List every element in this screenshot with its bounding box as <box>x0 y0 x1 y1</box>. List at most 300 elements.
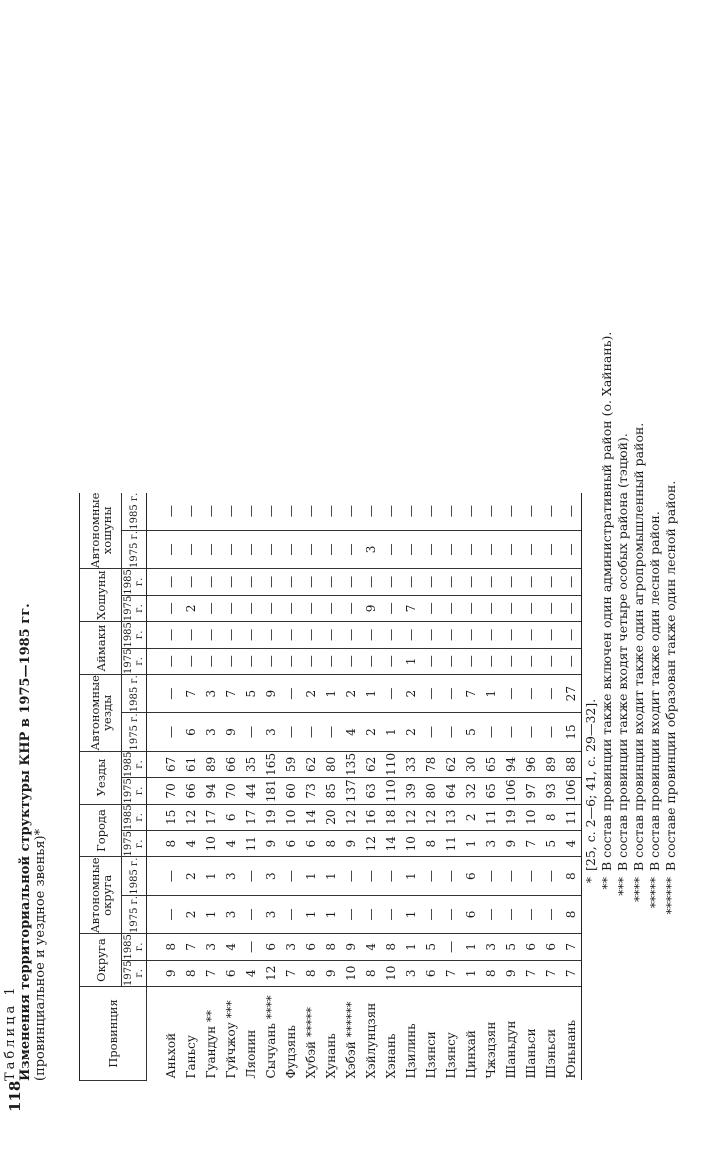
table-cell: — <box>441 934 461 960</box>
table-cell: — <box>381 648 401 674</box>
table-cell: 2 <box>361 713 381 751</box>
table-cell: — <box>281 569 301 595</box>
group-header: Хошуны <box>80 569 122 622</box>
table-cell: 4 <box>221 831 241 857</box>
table-cell: — <box>241 595 261 621</box>
table-cell: 80 <box>421 778 441 804</box>
table-cell: 62 <box>361 751 381 777</box>
table-cell: 3 <box>401 960 421 986</box>
table-cell: — <box>147 493 182 531</box>
table-cell: 7 <box>401 595 421 621</box>
table-cell: — <box>461 493 481 531</box>
table-cell: 7 <box>521 960 541 986</box>
table-cell: — <box>181 648 201 674</box>
table-row <box>201 493 221 1081</box>
table-cell: — <box>321 622 341 648</box>
table-cell: — <box>501 493 521 531</box>
province-name: Хэнань <box>384 1033 398 1079</box>
table-cell: — <box>501 622 521 648</box>
table-cell: — <box>421 493 441 531</box>
table-cell: — <box>501 675 521 713</box>
table-cell: 8 <box>147 831 182 857</box>
table-cell: — <box>201 595 221 621</box>
table-cell: 8 <box>321 934 341 960</box>
table-cell: — <box>321 493 341 531</box>
territorial-structure-table <box>79 493 582 1081</box>
table-row <box>561 493 582 1081</box>
table-cell: 62 <box>441 751 461 777</box>
table-cell: 1 <box>401 648 421 674</box>
province-name: Цзилинь <box>404 1023 418 1079</box>
group-header: Автономные округа <box>80 857 122 934</box>
table-cell: 7 <box>541 960 561 986</box>
table-cell: — <box>421 622 441 648</box>
table-cell: 5 <box>461 713 481 751</box>
table-cell: — <box>341 595 361 621</box>
table-cell: — <box>461 595 481 621</box>
footnote-mark: ** <box>599 877 614 890</box>
table-cell: 9 <box>221 713 241 751</box>
table-cell: 10 <box>341 960 361 986</box>
year-header: 1985 г. <box>122 675 147 713</box>
table-cell: 5 <box>501 934 521 960</box>
table-row <box>401 493 421 1081</box>
table-cell: 89 <box>201 751 221 777</box>
year-header: 1975 г. <box>123 960 145 986</box>
table-cell: — <box>361 648 381 674</box>
footnote <box>663 21 679 921</box>
table-row <box>541 493 561 1081</box>
table-cell: — <box>561 595 582 621</box>
table-cell: 65 <box>481 751 501 777</box>
table-cell: 63 <box>361 778 381 804</box>
table-cell: 10 <box>381 960 401 986</box>
table-cell: 94 <box>501 751 521 777</box>
table-cell: 97 <box>521 778 541 804</box>
table-row <box>241 493 261 1081</box>
table-cell: — <box>201 648 221 674</box>
table-row <box>421 493 441 1081</box>
table-cell: 1 <box>321 857 341 895</box>
table-cell: — <box>441 895 461 933</box>
footnote-text: В составе провинции образован также один лесной район. <box>663 480 678 871</box>
table-cell: — <box>481 648 501 674</box>
table-cell: 5 <box>541 831 561 857</box>
table-cell: 3 <box>201 675 221 713</box>
table-cell: 110 <box>381 751 401 777</box>
table-cell: — <box>521 675 541 713</box>
province-name: Цзянси <box>424 1031 438 1079</box>
table-cell: 10 <box>281 804 301 830</box>
table-cell: — <box>241 857 261 895</box>
table-cell: — <box>561 622 582 648</box>
table-cell: 73 <box>301 778 321 804</box>
table-cell: — <box>381 595 401 621</box>
table-cell: 7 <box>521 831 541 857</box>
table-cell: — <box>241 713 261 751</box>
group-header: Автономные уезды <box>80 675 122 752</box>
table-cell: 7 <box>441 960 461 986</box>
table-cell: 27 <box>561 675 582 713</box>
table-cell: 44 <box>241 778 261 804</box>
table-cell: — <box>341 622 361 648</box>
table-cell: — <box>401 569 421 595</box>
table-cell: 6 <box>541 934 561 960</box>
table-cell: — <box>221 569 241 595</box>
table-cell: 1 <box>481 675 501 713</box>
footnote-text: В состав провинции также входят четыре особых района (тэцюй). <box>615 433 630 871</box>
table-cell: — <box>441 857 461 895</box>
table-cell: 165 <box>261 751 281 777</box>
table-cell: 9 <box>361 595 381 621</box>
table-cell: 11 <box>241 831 261 857</box>
table-cell: — <box>341 857 361 895</box>
year-header: 1985 г. <box>123 804 145 830</box>
table-cell: — <box>541 622 561 648</box>
province-name: Хунань <box>324 1033 338 1079</box>
table-caption <box>3 603 48 1081</box>
table-cell: — <box>421 569 441 595</box>
table-cell: — <box>181 622 201 648</box>
table-cell: — <box>521 713 541 751</box>
table-cell: 96 <box>521 751 541 777</box>
table-cell: — <box>541 530 561 568</box>
table-cell: — <box>561 648 582 674</box>
table-cell: — <box>481 713 501 751</box>
table-cell: 1 <box>461 960 481 986</box>
table-cell: 2 <box>181 895 201 933</box>
year-header: 1975 г. <box>123 778 145 804</box>
table-cell: — <box>201 569 221 595</box>
table-cell: — <box>541 493 561 531</box>
table-cell: 80 <box>321 751 341 777</box>
table-cell: — <box>281 530 301 568</box>
table-cell: — <box>361 622 381 648</box>
table-cell: 12 <box>181 804 201 830</box>
table-cell: — <box>401 530 421 568</box>
table-cell: — <box>341 569 361 595</box>
table-cell: 2 <box>401 713 421 751</box>
table-cell: 14 <box>381 831 401 857</box>
table-cell: 7 <box>561 934 582 960</box>
table-cell: 3 <box>261 895 281 933</box>
province-name: Шаньдун <box>504 1020 518 1079</box>
table-cell: 7 <box>201 960 221 986</box>
table-cell: — <box>301 530 321 568</box>
table-row <box>381 493 401 1081</box>
footnote <box>599 21 615 921</box>
table-cell: 1 <box>401 857 421 895</box>
table-cell: — <box>261 648 281 674</box>
table-cell: 8 <box>541 804 561 830</box>
table-cell: — <box>281 895 301 933</box>
table-cell: — <box>381 622 401 648</box>
table-cell: 1 <box>461 831 481 857</box>
table-cell: — <box>381 675 401 713</box>
table-cell: 2 <box>181 857 201 895</box>
province-name: Цзянсу <box>444 1032 458 1079</box>
table-cell: 17 <box>241 804 261 830</box>
table-cell: — <box>147 648 182 674</box>
table-cell: — <box>521 895 541 933</box>
table-cell: — <box>301 622 321 648</box>
table-cell: — <box>421 595 441 621</box>
table-cell: 9 <box>341 934 361 960</box>
year-header: 1985 г. <box>123 569 145 595</box>
table-cell: 7 <box>281 960 301 986</box>
table-cell: — <box>241 622 261 648</box>
table-cell: — <box>501 595 521 621</box>
table-cell: 135 <box>341 751 361 777</box>
table-cell: — <box>421 713 441 751</box>
footnote-text: В состав провинции входит также один агропромышленный район. <box>631 422 646 871</box>
table-cell: — <box>321 648 341 674</box>
group-header: Автономные хошуны <box>80 493 122 569</box>
table-cell: 6 <box>261 934 281 960</box>
table-cell: 67 <box>147 751 182 777</box>
province-name: Фуцзянь <box>284 1025 298 1079</box>
table-cell: 66 <box>181 778 201 804</box>
table-cell: 2 <box>301 675 321 713</box>
table-cell: 15 <box>561 713 582 751</box>
table-cell: 65 <box>481 778 501 804</box>
table-cell: 9 <box>261 675 281 713</box>
table-cell: — <box>461 648 481 674</box>
province-name: Шэньси <box>544 1028 558 1079</box>
table-cell: — <box>501 569 521 595</box>
table-cell: 8 <box>561 857 582 895</box>
page-number: 118 <box>6 1080 24 1112</box>
table-cell: — <box>541 595 561 621</box>
table-cell: 70 <box>221 778 241 804</box>
table-cell: 3 <box>481 934 501 960</box>
table-cell: — <box>441 648 461 674</box>
table-cell: 18 <box>381 804 401 830</box>
year-header: 1985 г. <box>122 857 147 895</box>
table-cell: 1 <box>401 895 421 933</box>
table-cell: 6 <box>221 804 241 830</box>
table-cell: — <box>441 569 461 595</box>
table-cell: 7 <box>461 675 481 713</box>
table-cell: — <box>301 713 321 751</box>
table-cell: — <box>521 569 541 595</box>
table-cell: — <box>441 493 461 531</box>
table-cell: — <box>321 569 341 595</box>
year-header: 1985 г. <box>123 751 145 778</box>
table-cell: — <box>401 493 421 531</box>
table-cell: 9 <box>341 831 361 857</box>
table-cell: — <box>147 895 182 933</box>
table-cell: — <box>461 622 481 648</box>
table-row <box>441 493 461 1081</box>
table-cell: 3 <box>261 857 281 895</box>
table-cell: 6 <box>301 934 321 960</box>
table-cell: — <box>381 493 401 531</box>
table-title: Изменения территориальной структуры КНР в 1975—1985 гг. <box>18 603 33 1081</box>
table-cell: 3 <box>281 934 301 960</box>
table-cell: 64 <box>441 778 461 804</box>
year-header: 1975 г. <box>123 831 145 857</box>
table-cell: — <box>541 569 561 595</box>
table-cell: 137 <box>341 778 361 804</box>
province-name: Ганьсу <box>184 1035 198 1079</box>
table-cell: — <box>181 569 201 595</box>
table-cell: 32 <box>461 778 481 804</box>
footnote <box>647 21 663 921</box>
table-cell: 9 <box>147 960 182 986</box>
table-cell: — <box>421 857 441 895</box>
table-cell: — <box>421 895 441 933</box>
footnote-mark: * <box>583 877 598 884</box>
table-cell: 33 <box>401 751 421 777</box>
table-cell: 1 <box>301 857 321 895</box>
table-cell: — <box>561 569 582 595</box>
table-cell: — <box>501 895 521 933</box>
table-cell: 11 <box>441 831 461 857</box>
table-cell: — <box>421 648 441 674</box>
table-cell: — <box>147 857 182 895</box>
table-cell: — <box>261 493 281 531</box>
table-cell: 6 <box>461 895 481 933</box>
table-cell: 19 <box>501 804 521 830</box>
table-cell: 110 <box>381 778 401 804</box>
province-name: Хэбэй ****** <box>344 1001 358 1079</box>
table-cell: 181 <box>261 778 281 804</box>
table-cell: 6 <box>281 831 301 857</box>
footnote <box>583 21 599 921</box>
province-name: Гуйчжоу *** <box>224 1000 238 1079</box>
year-header: 1975 г. <box>123 595 145 622</box>
table-cell: — <box>201 493 221 531</box>
table-cell: — <box>361 895 381 933</box>
table-cell: — <box>381 530 401 568</box>
table-cell: — <box>501 857 521 895</box>
footnote-mark: ****** <box>663 877 678 915</box>
table-cell: — <box>261 569 281 595</box>
table-cell: 20 <box>321 804 341 830</box>
table-cell: 4 <box>361 934 381 960</box>
table-cell: — <box>241 895 261 933</box>
province-name: Аньхой <box>164 1032 178 1079</box>
table-cell: — <box>301 648 321 674</box>
table-cell: 9 <box>501 960 521 986</box>
table-cell: — <box>521 622 541 648</box>
table-cell: — <box>281 648 301 674</box>
table-cell: — <box>281 713 301 751</box>
table-cell: 12 <box>421 804 441 830</box>
table-cell: 6 <box>301 831 321 857</box>
table-cell: 7 <box>181 675 201 713</box>
footnotes <box>583 21 679 921</box>
province-name: Юньнань <box>561 987 582 1081</box>
table-label: Таблица 1 <box>3 984 18 1081</box>
table-cell: 9 <box>261 831 281 857</box>
table-cell: — <box>221 530 241 568</box>
table-cell: 10 <box>201 831 221 857</box>
footnote <box>631 21 647 921</box>
table-cell: 6 <box>181 713 201 751</box>
table-cell: — <box>441 713 461 751</box>
footnote-text: В состав провинции входит также один лесной район. <box>647 511 662 871</box>
table-cell: — <box>521 493 541 531</box>
table-cell: — <box>241 569 261 595</box>
table-cell: 9 <box>321 960 341 986</box>
table-cell: — <box>361 857 381 895</box>
table-cell: — <box>421 530 441 568</box>
table-cell: 1 <box>201 857 221 895</box>
table-cell: — <box>147 569 182 595</box>
group-header: Города <box>80 804 122 857</box>
table-cell: 7 <box>561 960 582 986</box>
table-cell: 70 <box>147 778 182 804</box>
table-cell: 11 <box>481 804 501 830</box>
table-cell: 6 <box>521 934 541 960</box>
table-cell: 66 <box>221 751 241 777</box>
table-cell: — <box>521 648 541 674</box>
table-cell: — <box>481 595 501 621</box>
table-cell: — <box>241 530 261 568</box>
table-cell: — <box>481 530 501 568</box>
table-cell: 2 <box>461 804 481 830</box>
table-cell: 3 <box>221 857 241 895</box>
table-cell: — <box>541 648 561 674</box>
table-cell: — <box>301 493 321 531</box>
table-cell: — <box>561 493 582 531</box>
table-cell: — <box>341 493 361 531</box>
table-cell: 2 <box>401 675 421 713</box>
province-name: Шаньси <box>524 1028 538 1079</box>
table-cell: — <box>201 530 221 568</box>
province-name: Цинхай <box>464 1030 478 1079</box>
table-cell: — <box>541 713 561 751</box>
table-cell: — <box>501 530 521 568</box>
table-cell: 8 <box>321 831 341 857</box>
table-cell: 7 <box>221 675 241 713</box>
footnote-text: [25, с. 2—6; 41, с. 29—32]. <box>583 698 598 871</box>
table-cell: 16 <box>361 804 381 830</box>
table-cell: 15 <box>147 804 182 830</box>
table-cell: 3 <box>481 831 501 857</box>
table-cell: — <box>201 622 221 648</box>
table-cell: 3 <box>361 530 381 568</box>
table-cell: — <box>521 530 541 568</box>
table-cell: — <box>321 595 341 621</box>
table-cell: — <box>501 713 521 751</box>
table-cell: 2 <box>181 595 201 621</box>
table-cell: 6 <box>461 857 481 895</box>
table-cell: 5 <box>241 675 261 713</box>
table-cell: 4 <box>561 831 582 857</box>
table-cell: 8 <box>147 934 182 960</box>
table-cell: — <box>541 895 561 933</box>
year-header: 1975 г. <box>122 895 147 933</box>
table-cell: — <box>147 595 182 621</box>
table-cell: 3 <box>201 934 221 960</box>
table-row <box>361 493 381 1081</box>
table-cell: 1 <box>301 895 321 933</box>
table-cell: 59 <box>281 751 301 777</box>
table-cell: — <box>181 493 201 531</box>
table-subtitle: (провинциальное и уездное звенья)* <box>33 828 48 1081</box>
table-cell: — <box>281 857 301 895</box>
table-cell: 1 <box>361 675 381 713</box>
province-name: Хэйлунцзян <box>364 1002 378 1079</box>
table-cell: — <box>481 493 501 531</box>
table-cell: — <box>521 857 541 895</box>
table-cell: 30 <box>461 751 481 777</box>
table-cell: — <box>481 895 501 933</box>
table-cell: — <box>441 622 461 648</box>
